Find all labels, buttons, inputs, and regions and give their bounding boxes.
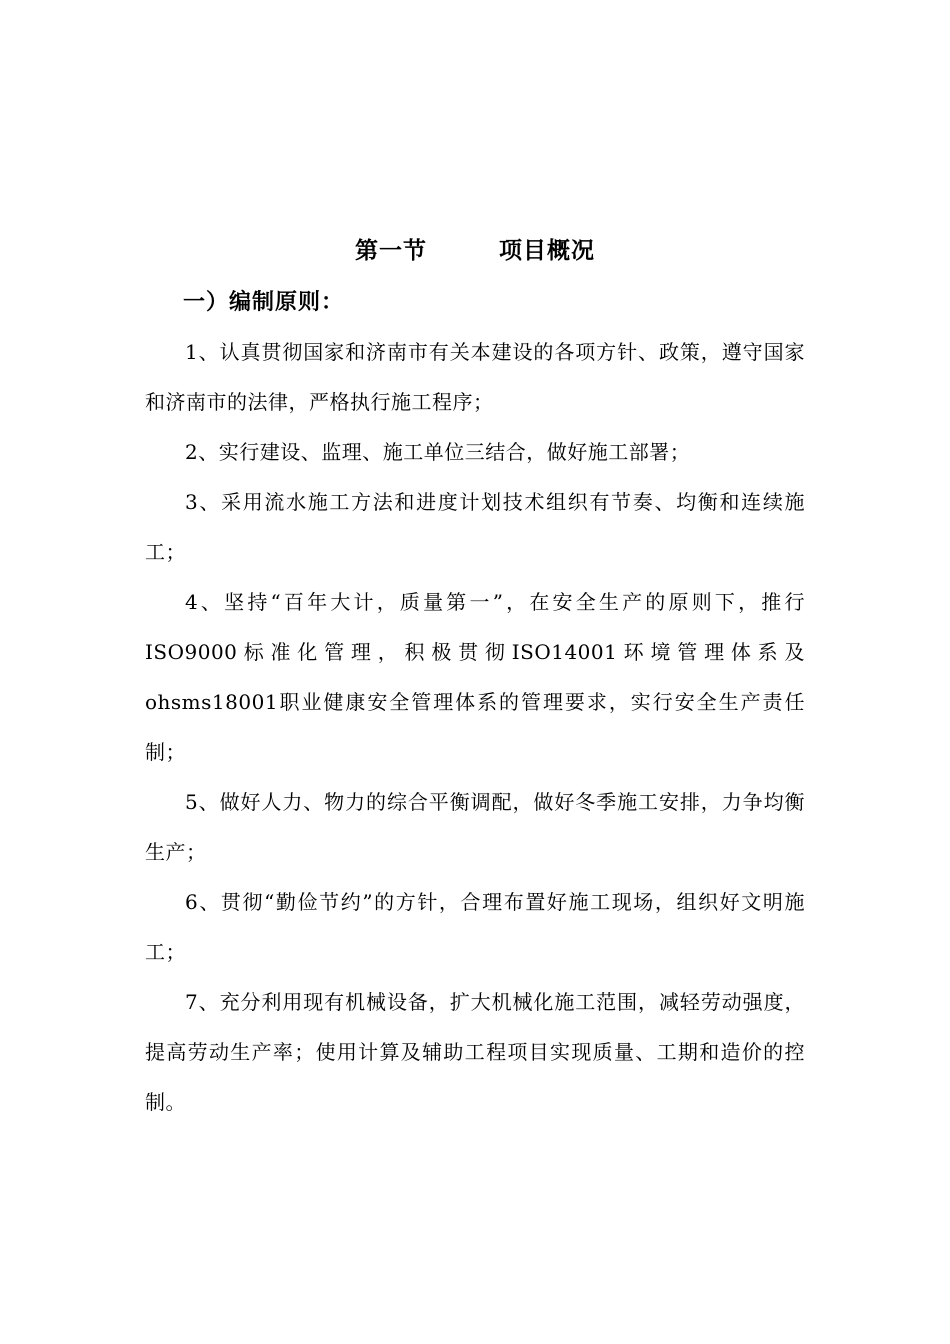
principle-paragraph: 1、认真贯彻国家和济南市有关本建设的各项方针、政策，遵守国家和济南市的法律，严格执行施工程序； xyxy=(145,340,805,414)
principles-list xyxy=(145,327,805,1127)
principle-paragraph: 3、采用流水施工方法和进度计划技术组织有节奏、均衡和连续施工； xyxy=(145,490,805,564)
subsection-heading: 一）编制原则： xyxy=(183,289,345,315)
principle-paragraph: 7、充分利用现有机械设备，扩大机械化施工范围，减轻劳动强度，提高劳动生产率；使用计算及辅助工程项目实现质量、工期和造价的控制。 xyxy=(145,990,805,1114)
section-title: 第一节 项目概况 xyxy=(354,237,596,264)
principle-paragraph: 5、做好人力、物力的综合平衡调配，做好冬季施工安排，力争均衡生产； xyxy=(145,790,805,864)
principle-paragraph: 4、坚持“百年大计，质量第一”，在安全生产的原则下，推行ISO9000标准化管理，积极贯彻ISO14001环境管理体系及ohsms18001职业健康安全管理体系的管理要求，实行安全生产责任制； xyxy=(145,590,805,764)
principle-paragraph: 6、贯彻“勤俭节约”的方针，合理布置好施工现场，组织好文明施工； xyxy=(145,890,805,964)
principle-paragraph: 2、实行建设、监理、施工单位三结合，做好施工部署； xyxy=(185,440,691,464)
